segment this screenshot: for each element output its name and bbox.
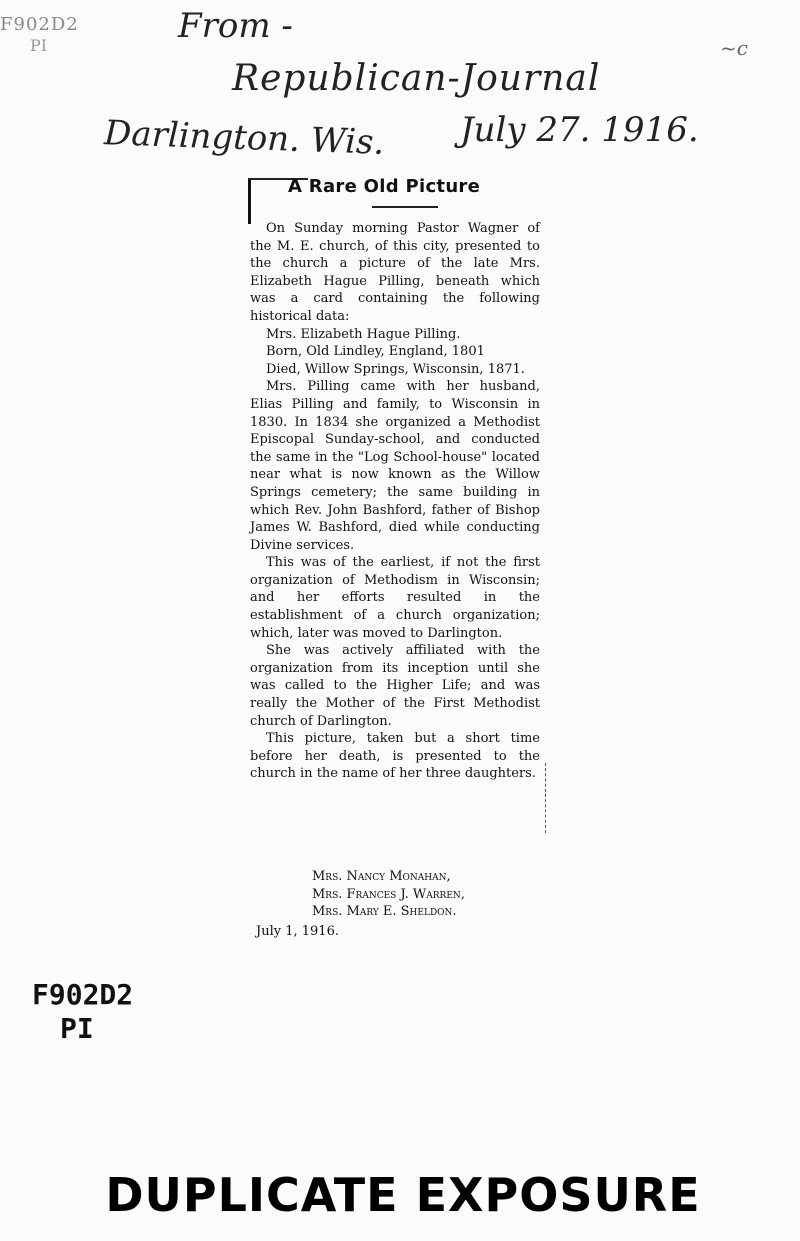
clipping-paragraph: On Sunday morning Pastor Wagner of the M. E. church, of this city, presented to the church a picture of the late Mrs. Elizabeth Hague Pilling, beneath which was a card containing the following historical data: bbox=[250, 221, 540, 324]
newspaper-clipping bbox=[242, 168, 542, 938]
signer: Mrs. Nancy Monahan, bbox=[312, 869, 451, 884]
call-number-line: F902D2 bbox=[32, 978, 134, 1011]
corner-stamp: F902D2 bbox=[0, 14, 79, 35]
clipping-date: July 1, 1916. bbox=[256, 924, 339, 939]
clipping-paragraph: This was of the earliest, if not the first organization of Methodism in Wisconsin; and her efforts resulted in the establishment of a church organization; which, later was moved to Darlington. bbox=[250, 555, 540, 641]
signer: Mrs. Mary E. Sheldon. bbox=[312, 904, 457, 920]
signers-list bbox=[304, 868, 465, 921]
clipping-paragraph: This picture, taken but a short time before her death, is presented to the church in the name of her three daughters. bbox=[250, 731, 540, 782]
signer: Mrs. Frances J. Warren, bbox=[312, 886, 465, 902]
clipping-body bbox=[250, 220, 540, 783]
corner-stamp-suffix: PI bbox=[30, 36, 48, 55]
clipping-paragraph: Born, Old Lindley, England, 1801 bbox=[266, 344, 485, 360]
handwritten-place: Darlington. Wis. bbox=[103, 113, 385, 163]
clipping-paragraph: Mrs. Pilling came with her husband, Elias Pilling and family, to Wisconsin in 1830. In 1834 she organized a Methodist Episcopal Sunday-school, and conducted the same in the "Log School-house" located near what is now known as the Willow Springs cemetery; the same building in which Rev. John Bashford, father of Bishop James W. Bashford, died while conducting Divine services. bbox=[250, 379, 540, 553]
clipping-paragraph: She was actively affiliated with the organization from its inception until she was called to the Higher Life; and was really the Mother of the First Methodist church of Darlington. bbox=[250, 643, 540, 729]
title-divider bbox=[372, 206, 438, 208]
duplicate-exposure-banner: DUPLICATE EXPOSURE bbox=[105, 1168, 701, 1222]
call-number-line: PI bbox=[60, 1012, 94, 1045]
handwritten-newspaper: Republican-Journal bbox=[232, 58, 601, 99]
clipping-edge-mark bbox=[248, 178, 251, 224]
handwritten-from: From - bbox=[178, 6, 293, 46]
handwritten-date: July 27. 1916. bbox=[460, 110, 699, 150]
corner-pencil-mark: ~c bbox=[720, 36, 748, 60]
clipping-title: A Rare Old Picture bbox=[288, 176, 481, 197]
clipping-edge-mark bbox=[545, 763, 548, 833]
clipping-paragraph: Mrs. Elizabeth Hague Pilling. bbox=[266, 326, 461, 342]
call-number bbox=[32, 978, 133, 1046]
clipping-paragraph: Died, Willow Springs, Wisconsin, 1871. bbox=[266, 361, 525, 377]
